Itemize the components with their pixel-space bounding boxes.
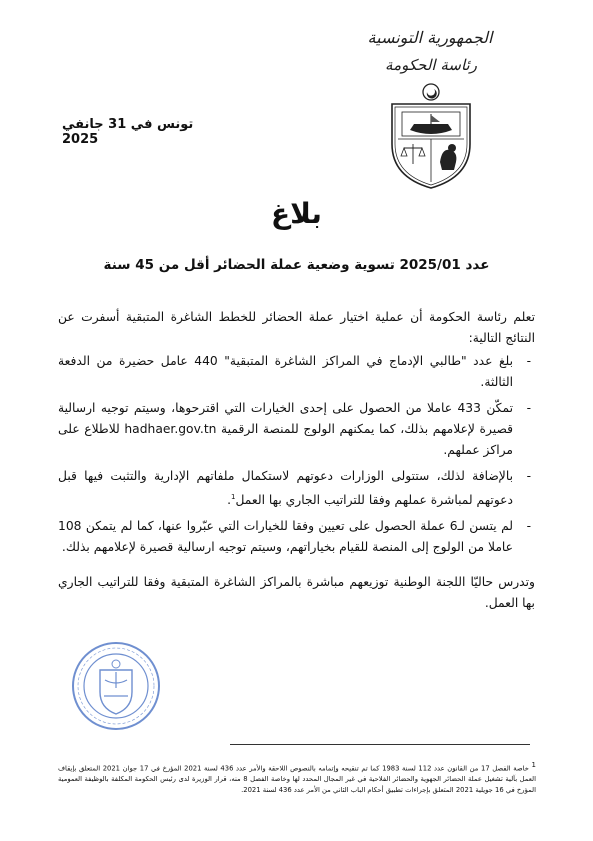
list-marker: - [526,519,531,534]
results-list [58,351,535,558]
document-date: تونس في 31 جانفي 2025 [62,117,194,147]
list-item [58,351,535,393]
list-item-end: . [227,493,232,508]
list-marker: - [526,401,531,415]
intro-paragraph: تعلم رئاسة الحكومة أن عملية اختيار عملة الحضائر للخطط الشاغرة المتبقية أسفرت عن النتائج التالية: [58,310,535,345]
letterhead-country: الجمهورية التونسية [367,28,493,47]
list-item-text: بالإضافة لذلك، ستتولى الوزارات دعوتهم لاستكمال ملفاتهم الإدارية والتثبت فيها قبل دعوتهم لمباشرة عملهم وفقا للتراتيب الجاري بها العمل [58,469,513,508]
document-title: بلاغ [271,197,322,230]
letterhead-ministry: رئاسة الحكومة [385,56,477,74]
list-marker: - [526,354,531,368]
list-item [58,398,535,461]
list-item-text: لم يتسن لـ6 عملة الحصول على تعيين وفقا للخيارات التي عبّروا عنها، كما لم يتمكن 108 عاملا من الولوج إلى المنصة للقيام بخياراتهم، وسيتم توجيه ارسالية قصيرة لإعلامهم بذلك. [58,519,513,555]
list-item [58,466,535,511]
footnote [58,760,536,796]
official-stamp [70,640,162,732]
footnote-divider [230,744,530,745]
footnote-marker: 1 [531,761,537,769]
closing-paragraph: وتدرس حاليّا اللجنة الوطنية توزيعهم مباشرة بالمراكز الشاغرة المتبقية وفقا للتراتيب الجاري بها العمل. [58,575,535,611]
list-item [58,516,535,558]
list-item-text: بلغ عدد "طالبي الإدماج في المراكز الشاغرة المتبقية" 440 عامل حضيرة من الدفعة الثالثة. [58,354,513,389]
footnote-text: خاصة الفصل 17 من القانون عدد 112 لسنة 1983 كما تم تنقيحه وإتمامه بالنصوص اللاحقة والأمر عدد 436 لسنة 2021 المؤرخ في 17 جوان 2021 المتعلق بإيقاف العمل بآلية تشغيل عملة الحضائر الجهوية والحضائر الفلاحية في غير المجال المحدد لها وخاصة الفصل 8 منه، قرار الوزيرة لدى رئيس الحكومة المكلفة بالوظيفة العمومية المؤرخ في 16 جويلية 2021 المتعلق بإجراءات تطبيق أحكام الباب الثاني من الأمر عدد 436 لسنة 2021. [58,764,536,795]
coat-of-arms-emblem [382,82,480,192]
list-marker: - [526,469,531,483]
list-item-text: تمكّن 433 عاملا من الحصول على إحدى الخيارات التي اقترحوها، وسيتم توجيه ارسالية قصيرة لإعلامهم بذلك، كما يمكنهم الولوج للمنصة الرقمية hadhaer.gov.tn للاطلاع على مراكز عملهم. [58,401,513,457]
footnote-ref[interactable]: 1 [231,493,236,501]
document-body [58,307,535,614]
document-subject: عدد 2025/01 تسوية وضعية عملة الحضائر أقل من 45 سنة [103,257,490,273]
